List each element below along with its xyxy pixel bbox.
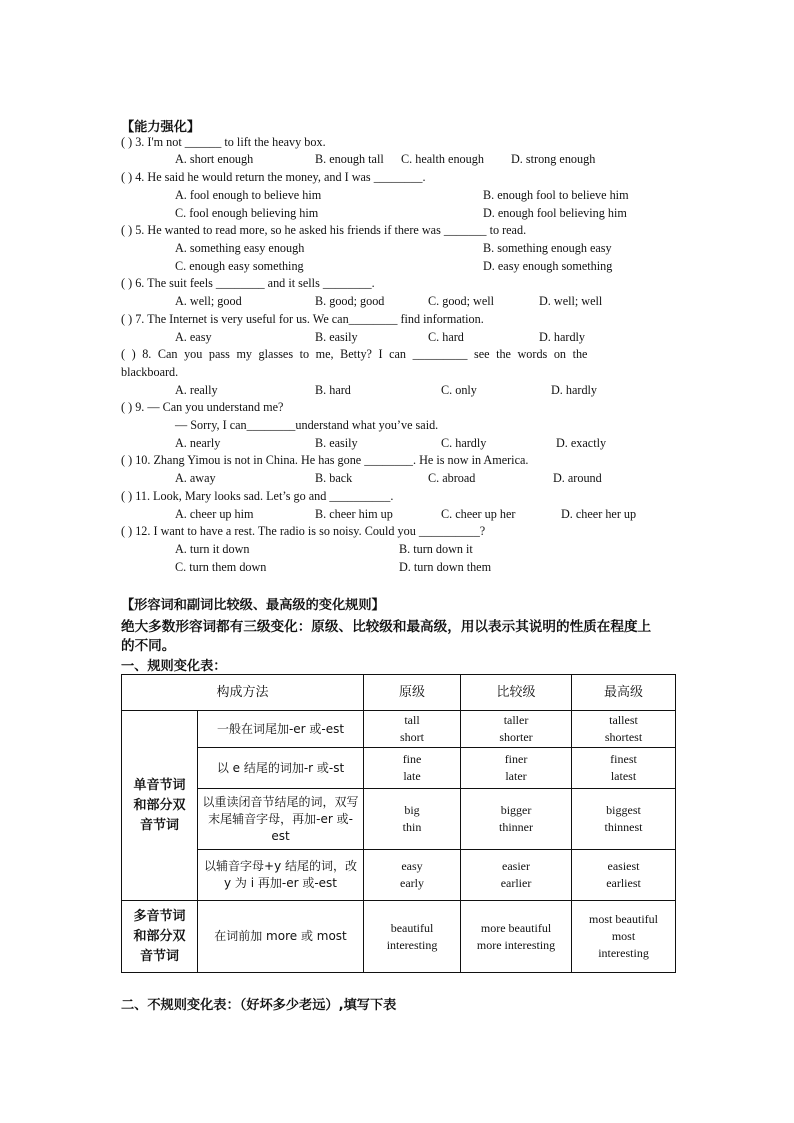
q12-option-d: D. turn down them: [399, 560, 492, 574]
question-12-stem: ( ) 12. I want to have a rest. The radio is so noisy. Could you __________?: [121, 524, 486, 538]
superlative-cell: [572, 711, 676, 748]
header-positive: 原级: [364, 675, 461, 711]
q8-option-a: A. really: [175, 383, 218, 397]
word: thinnest: [604, 820, 643, 834]
word: more beautiful: [480, 920, 552, 935]
positive-cell: [364, 901, 461, 973]
question-8-stem: ( ) 8. Can you pass my glasses to me, Betty? I can _________ see the words on the: [121, 347, 588, 361]
word: bigger: [500, 803, 532, 817]
q6-option-b: B. good; good: [315, 294, 385, 308]
q5-option-d: D. easy enough something: [483, 259, 613, 273]
table-row: [122, 748, 676, 789]
q12-option-c: C. turn them down: [175, 560, 267, 574]
word: early: [400, 876, 424, 890]
q8-option-b: B. hard: [315, 383, 351, 397]
question-10-stem: ( ) 10. Zhang Yimou is not in China. He has gone ________. He is now in America.: [121, 453, 529, 467]
word: most: [611, 929, 636, 943]
q12-option-a: A. turn it down: [175, 542, 250, 556]
superlative-cell: [572, 901, 676, 973]
method-cell: 以辅音字母+y 结尾的词，改 y 为 i 再加-er 或-est: [198, 850, 364, 901]
superlative-cell: [572, 789, 676, 850]
q7-option-b: B. easily: [315, 330, 358, 344]
comparative-cell: [461, 789, 572, 850]
word: earliest: [606, 876, 641, 890]
word: tallest: [609, 713, 638, 727]
q12-option-b: B. turn down it: [399, 542, 473, 556]
q3-option-c: C. health enough: [401, 152, 484, 166]
question-9-stem: ( ) 9. — Can you understand me?: [121, 400, 284, 414]
q9-option-b: B. easily: [315, 436, 358, 450]
q5-option-b: B. something enough easy: [483, 241, 612, 255]
section-title-ability: 【能力强化】: [121, 120, 201, 135]
q9-option-a: A. nearly: [175, 436, 221, 450]
word: interesting: [598, 946, 649, 960]
table-row: [122, 901, 676, 973]
header-method: 构成方法: [122, 675, 364, 711]
q3-option-d: D. strong enough: [511, 152, 596, 166]
question-4-stem: ( ) 4. He said he would return the money, and I was ________.: [121, 170, 426, 184]
word: big: [404, 803, 420, 817]
q4-option-b: B. enough fool to believe him: [483, 188, 629, 202]
q9-option-d: D. exactly: [556, 436, 607, 450]
q3-option-a: A. short enough: [175, 152, 254, 166]
word: taller: [503, 713, 529, 727]
word: beautiful: [390, 920, 434, 935]
table-header-row: [122, 675, 676, 711]
q10-option-a: A. away: [175, 471, 216, 485]
word: shorter: [499, 730, 533, 744]
intro-line-1: 绝大多数形容词都有三级变化：原级、比较级和最高级，用以表示其说明的性质在程度上: [121, 619, 652, 635]
word: tall: [404, 713, 420, 727]
method-cell: 在词前加 more 或 most: [198, 901, 364, 973]
q10-option-d: D. around: [553, 471, 602, 485]
q7-option-c: C. hard: [428, 330, 464, 344]
question-7-stem: ( ) 7. The Internet is very useful for us. We can________ find information.: [121, 312, 484, 326]
word: finest: [610, 752, 637, 766]
q8-option-d: D. hardly: [551, 383, 598, 397]
comparative-cell: [461, 850, 572, 901]
q7-option-a: A. easy: [175, 330, 212, 344]
group-label-polysyllabic: [122, 901, 198, 973]
table-row: [122, 789, 676, 850]
q11-option-a: A. cheer up him: [175, 507, 254, 521]
q11-option-b: B. cheer him up: [315, 507, 393, 521]
group-label-text: 多音节词和部分双音节词: [133, 908, 186, 964]
question-9-stem-cont: — Sorry, I can________understand what you’ve said.: [175, 418, 439, 432]
table-title-regular: 一、规则变化表：: [121, 659, 227, 674]
word: fine: [402, 752, 422, 766]
header-superlative: 最高级: [572, 675, 676, 711]
superlative-cell: [572, 850, 676, 901]
word: easiest: [607, 859, 640, 873]
word: thin: [402, 820, 422, 834]
q4-option-a: A. fool enough to believe him: [175, 188, 322, 202]
positive-cell: [364, 850, 461, 901]
table-row: [122, 711, 676, 748]
word: biggest: [606, 803, 641, 817]
group-label-monosyllabic: [122, 711, 198, 901]
section-title-irregular: 二、不规则变化表：（好坏多少老远）,填写下表: [121, 998, 397, 1013]
header-comparative: 比较级: [461, 675, 572, 711]
question-3-stem: ( ) 3. I'm not ______ to lift the heavy box.: [121, 135, 326, 149]
q11-option-d: D. cheer her up: [561, 507, 637, 521]
q6-option-d: D. well; well: [539, 294, 603, 308]
comparative-cell: [461, 901, 572, 973]
table-row: [122, 850, 676, 901]
word: interesting: [386, 937, 438, 952]
word: thinner: [499, 820, 534, 834]
method-cell: 以重读闭音节结尾的词，双写末尾辅音字母，再加-er 或-est: [198, 789, 364, 850]
positive-cell: [364, 748, 461, 789]
q5-option-c: C. enough easy something: [175, 259, 304, 273]
word: easier: [502, 859, 530, 873]
question-6-stem: ( ) 6. The suit feels ________ and it sells ________.: [121, 276, 375, 290]
question-11-stem: ( ) 11. Look, Mary looks sad. Let’s go and __________.: [121, 489, 394, 503]
q6-option-c: C. good; well: [428, 294, 495, 308]
q10-option-b: B. back: [315, 471, 353, 485]
word: finer: [504, 752, 528, 766]
q7-option-d: D. hardly: [539, 330, 586, 344]
q4-option-c: C. fool enough believing him: [175, 206, 319, 220]
word: most beautiful: [589, 912, 659, 926]
q5-option-a: A. something easy enough: [175, 241, 305, 255]
word: more interesting: [476, 937, 556, 952]
regular-comparison-table: [121, 674, 676, 973]
question-5-stem: ( ) 5. He wanted to read more, so he asked his friends if there was _______ to read.: [121, 223, 527, 237]
word: later: [505, 769, 527, 783]
word: short: [400, 730, 425, 744]
positive-cell: [364, 711, 461, 748]
positive-cell: [364, 789, 461, 850]
word: latest: [610, 769, 637, 783]
method-cell: 一般在词尾加-er 或-est: [198, 711, 364, 748]
comparative-cell: [461, 711, 572, 748]
word: earlier: [500, 876, 532, 890]
word: easy: [401, 859, 423, 873]
word: shortest: [604, 730, 643, 744]
q10-option-c: C. abroad: [428, 471, 476, 485]
comparative-cell: [461, 748, 572, 789]
method-cell: 以 e 结尾的词加-r 或-st: [198, 748, 364, 789]
group-label-text: 单音节词和部分双音节词: [133, 777, 186, 833]
word: late: [403, 769, 421, 783]
q3-option-b: B. enough tall: [315, 152, 384, 166]
question-8-stem-cont: blackboard.: [121, 365, 179, 379]
section-title-comparison-rules: 【形容词和副词比较级、最高级的变化规则】: [121, 598, 385, 613]
q9-option-c: C. hardly: [441, 436, 487, 450]
q8-option-c: C. only: [441, 383, 477, 397]
superlative-cell: [572, 748, 676, 789]
intro-line-2: 的不同。: [121, 638, 176, 654]
q11-option-c: C. cheer up her: [441, 507, 516, 521]
q4-option-d: D. enough fool believing him: [483, 206, 627, 220]
q6-option-a: A. well; good: [175, 294, 242, 308]
